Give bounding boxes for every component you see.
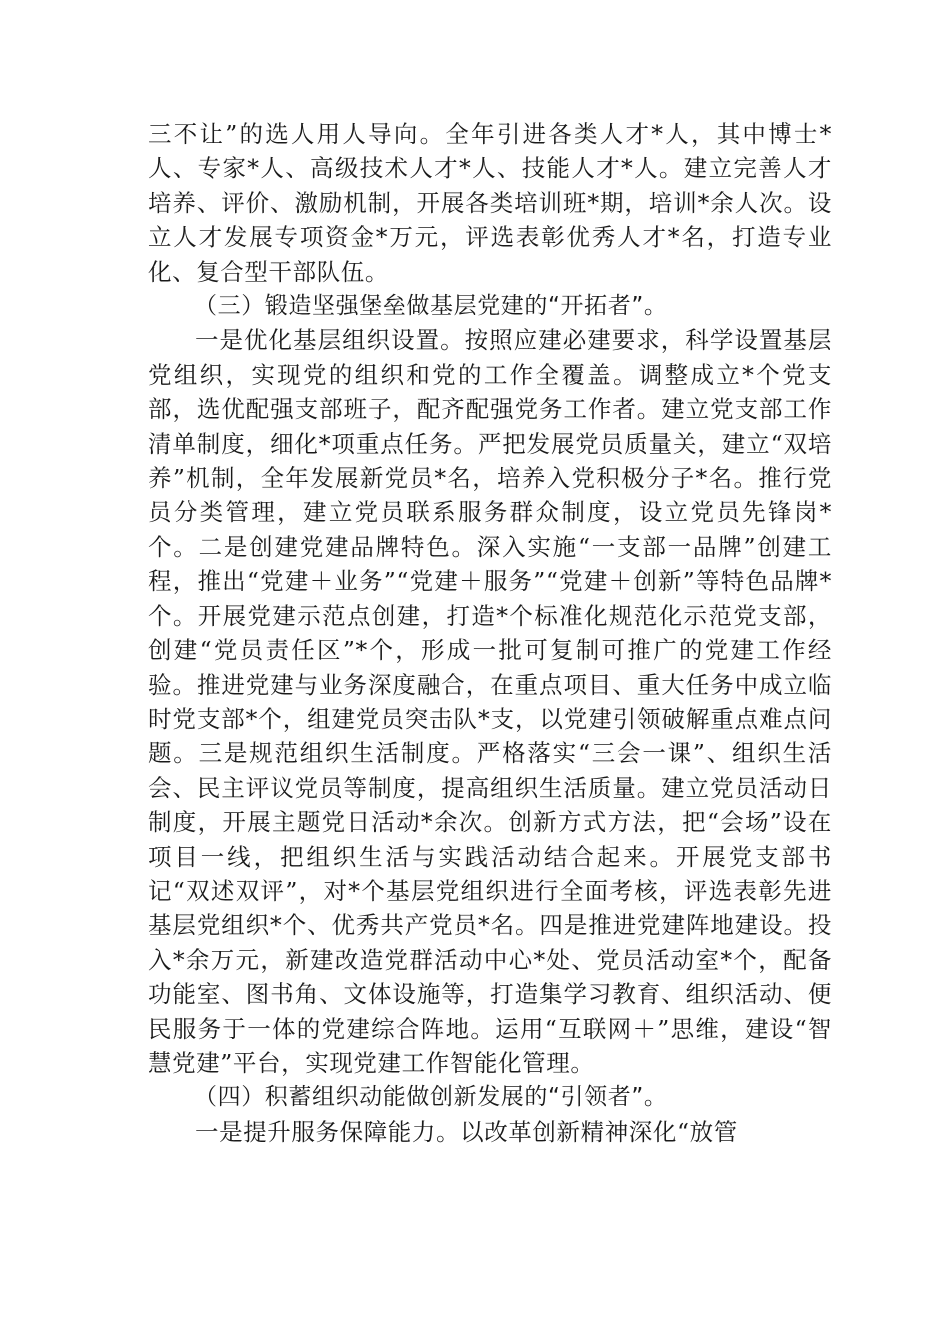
- document-page: [148, 117, 832, 1149]
- paragraph-grassroots-party-building: 一是优化基层组织设置。按照应建必建要求，科学设置基层党组织，实现党的组织和党的工作全覆盖。调整成立*个党支部，选优配强支部班子，配齐配强党务工作者。建立党支部工作清单制度，细化*项重点任务。严把发展党员质量关，建立“双培养”机制，全年发展新党员*名，培养入党积极分子*名。推行党员分类管理，建立党员联系服务群众制度，设立党员先锋岗*个。二是创建党建品牌特色。深入实施“一支部一品牌”创建工程，推出“党建＋业务”“党建＋服务”“党建＋创新”等特色品牌*个。开展党建示范点创建，打造*个标准化规范化示范党支部，创建“党员责任区”*个，形成一批可复制可推广的党建工作经验。推进党建与业务深度融合，在重点项目、重大任务中成立临时党支部*个，组建党员突击队*支，以党建引领破解重点难点问题。三是规范组织生活制度。严格落实“三会一课”、组织生活会、民主评议党员等制度，提高组织生活质量。建立党员活动日制度，开展主题党日活动*余次。创新方式方法，把“会场”设在项目一线，把组织生活与实践活动结合起来。开展党支部书记“双述双评”，对*个基层党组织进行全面考核，评选表彰先进基层党组织*个、优秀共产党员*名。四是推进党建阵地建设。投入*余万元，新建改造党群活动中心*处、党员活动室*个，配备功能室、图书角、文体设施等，打造集学习教育、组织活动、便民服务于一体的党建综合阵地。运用“互联网＋”思维，建设“智慧党建”平台，实现党建工作智能化管理。: [148, 326, 832, 1077]
- section-heading-4: （四）积蓄组织动能做创新发展的“引领者”。: [194, 1084, 668, 1111]
- paragraph-talent-policy: 三不让”的选人用人导向。全年引进各类人才*人，其中博士*人、专家*人、高级技术人才*人、技能人才*人。建立完善人才培养、评价、激励机制，开展各类培训班*期，培训*余人次。设立人才发展专项资金*万元，评选表彰优秀人才*名，打造专业化、复合型干部队伍。: [148, 120, 832, 286]
- paragraph-service-capacity: 一是提升服务保障能力。以改革创新精神深化“放管: [195, 1117, 738, 1146]
- section-heading-3: （三）锻造坚强堡垒做基层党建的“开拓者”。: [194, 293, 668, 320]
